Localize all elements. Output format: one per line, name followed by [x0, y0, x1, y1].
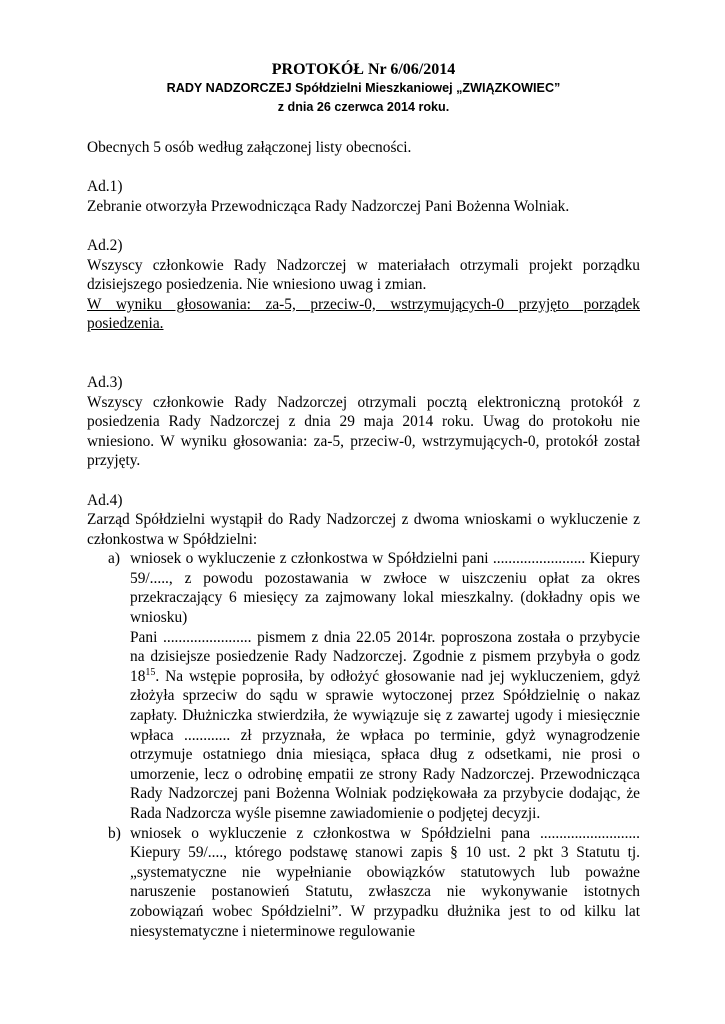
- motion-list: [87, 549, 640, 941]
- ad4-heading: Ad.4): [87, 491, 123, 509]
- motion-item-a: [87, 549, 640, 823]
- attendance-line: Obecnych 5 osób według załączonej listy obecności.: [87, 139, 412, 156]
- section-ad2: [87, 236, 640, 334]
- ad3-heading: Ad.3): [87, 373, 123, 391]
- section-ad4: [87, 491, 640, 942]
- ad4-intro: Zarząd Spółdzielni wystąpił do Rady Nadzorczej z dwoma wnioskami o wykluczenie z członkostwa w Spółdzielni:: [87, 511, 640, 548]
- motion-item-b: [87, 824, 640, 942]
- motion-label-a: a): [108, 550, 120, 568]
- ad3-text: Wszyscy członkowie Rady Nadzorczej otrzymali pocztą elektroniczną protokół z posiedzenia Rady Nadzorczej z dnia 29 maja 2014 roku. Uwag do protokołu nie wniesiono. W wyniku głosowania: za-5, przeciw-0, wstrzymujących-0, protokół został przyjęty.: [87, 393, 640, 470]
- motion-a-text-start: Pani ....................... pismem z dnia 22.05 2014r. poproszona została o przybycie na dzisiejsze posiedzenie Rady Nadzorczej. Zgodnie z pismem przybyła o godz 18: [130, 628, 640, 685]
- meeting-date: z dnia 26 czerwca 2014 roku.: [277, 100, 450, 114]
- ad2-text: Wszyscy członkowie Rady Nadzorczej w materiałach otrzymali projekt porządku dzisiejszego posiedzenia. Nie wniesiono uwag i zmian.: [87, 256, 640, 294]
- time-minutes-superscript: 15: [145, 666, 156, 678]
- motion-a-paragraph-1: wniosek o wykluczenie z członkostwa w Spółdzielni pani ........................ Kiepury 59/....., z powodu pozostawania w zwłoce w uiszczeniu opłat za okres przekraczający 6 miesięcy za zajmowany lokal mieszkalny. (dokładny opis we wniosku): [130, 550, 640, 627]
- motion-b-paragraph-1: wniosek o wykluczenie z członkostwa w Spółdzielni pana .......................... Kiepury 59/...., którego podstawę stanowi zapis § 10 ust. 2 pkt 3 Statutu tj. „systematyczne nie wypełnianie obowiązków statutowych lub poważne naruszenie postanowień Statutu, zwłaszcza nie wykonywanie istotnych zobowiązań wobec Spółdzielni”. W przypadku dłużnika jest to od kilku lat niesystematyczne i nieterminowe regulowanie: [130, 824, 640, 940]
- motion-a-paragraph-2: [130, 628, 640, 824]
- motion-a-text-end: . Na wstępie poprosiła, by odłożyć głosowanie nad jej wykluczeniem, gdyż złożyła sprzeciw do sądu w sprawie wytoczonej przez Spółdzielnię o nakaz zapłaty. Dłużniczka stwierdziła, że wywiązuje się z zawartej ugody i miesięcznie wpłaca ............ zł przyznała, że wpłaca po terminie, gdyż wynagrodzenie otrzymuje ostatniego dnia miesiąca, spłaca dług z odsetkami, nie prosi o umorzenie, lecz o odrobinę empatii ze strony Rady Nadzorczej. Przewodnicząca Rady Nadzorczej pani Bożenna Wolniak podziękowała za przybycie dodając, że Rada Nadzorcza wyśle pisemne zawiadomienie o podjętej decyzji.: [130, 667, 640, 822]
- ad1-text: Zebranie otworzyła Przewodnicząca Rady Nadzorczej Pani Bożenna Wolniak.: [87, 197, 570, 215]
- ad2-vote-result: W wyniku głosowania: za-5, przeciw-0, wstrzymujących-0 przyjęto porządek posiedzenia.: [87, 295, 640, 333]
- document-header: [87, 60, 640, 117]
- section-ad3: [87, 373, 640, 471]
- section-ad1: [87, 177, 640, 216]
- protocol-title: PROTOKÓŁ Nr 6/06/2014: [271, 61, 456, 78]
- document-page: [87, 60, 640, 941]
- council-name: RADY NADZORCZEJ Spółdzielni Mieszkaniowej „ZWIĄZKOWIEC”: [166, 81, 561, 95]
- ad2-heading: Ad.2): [87, 236, 123, 254]
- ad1-heading: Ad.1): [87, 178, 123, 196]
- motion-label-b: b): [108, 824, 121, 842]
